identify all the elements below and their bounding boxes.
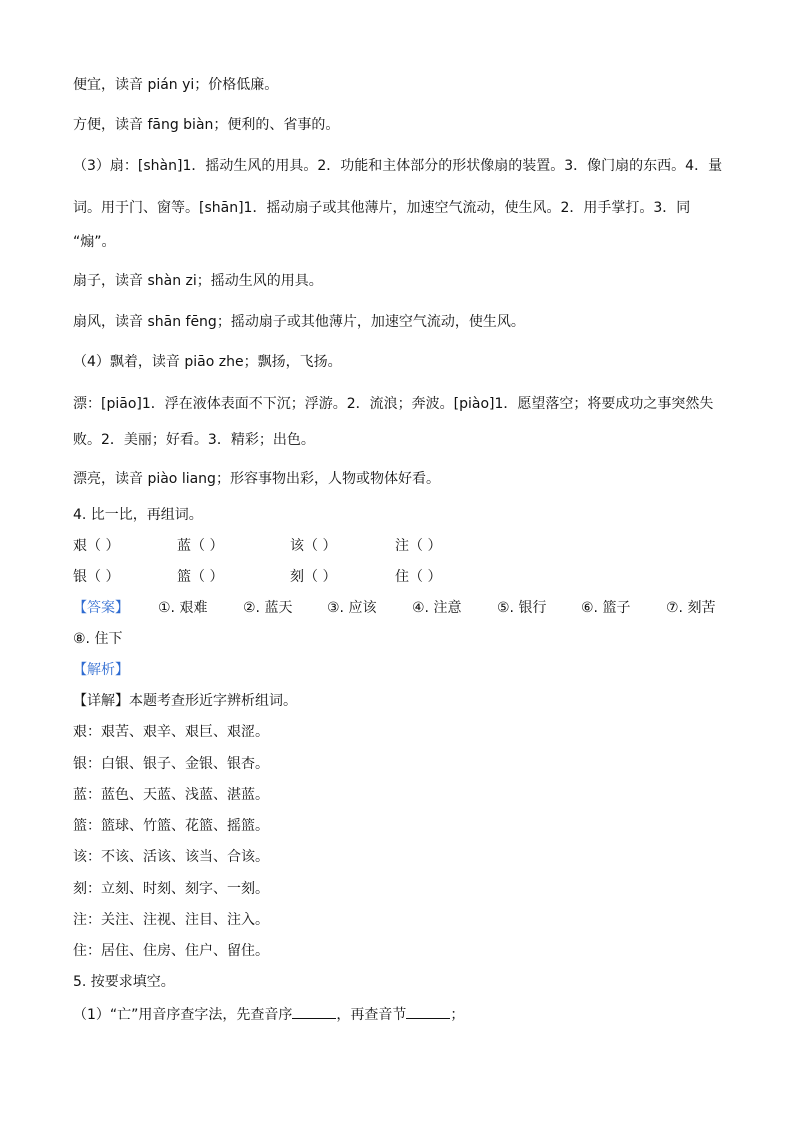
question-title: 4. 比一比，再组词。: [73, 507, 203, 523]
fill-line: [73, 1004, 464, 1024]
text-line: 扇子，读音 shàn zi；摇动生风的用具。: [73, 273, 323, 289]
answer-label: 【答案】: [73, 600, 129, 616]
answer-item: ④. 注意: [412, 600, 462, 616]
analysis-line: 银：白银、银子、金银、银杏。: [73, 756, 269, 772]
text-line: （4）飘着，读音 piāo zhe；飘扬，飞扬。: [73, 354, 342, 370]
answer-item: ⑦. 刻苦: [666, 600, 716, 616]
text-line: 便宜，读音 pián yi；价格低廉。: [73, 77, 279, 93]
fill-text: ，再查音节: [336, 1007, 407, 1023]
text-line: “煽”。: [73, 234, 116, 250]
answer-item: ③. 应该: [327, 600, 377, 616]
analysis-line: 蓝：蓝色、天蓝、浅蓝、湛蓝。: [73, 787, 269, 803]
compare-item: 蓝（ ）: [177, 538, 224, 554]
analysis-line: 注：关注、注视、注目、注入。: [73, 912, 269, 928]
text-line: 词。用于门、窗等。[shān]1．摇动扇子或其他薄片，加速空气流动，使生风。2．用手掌打。3．同: [73, 200, 691, 216]
fill-text: ；: [450, 1007, 465, 1023]
fill-text: （1）“亡”用音序查字法，先查音序: [73, 1007, 293, 1023]
analysis-line: 篮：篮球、竹篮、花篮、摇篮。: [73, 818, 269, 834]
compare-item: 篮（ ）: [177, 569, 224, 585]
answer-item: ①. 艰难: [158, 600, 208, 616]
analysis-line: 刻：立刻、时刻、刻字、一刻。: [73, 881, 269, 897]
detail-label: 【详解】: [73, 693, 129, 709]
detail-line: [73, 692, 297, 710]
compare-item: 艰（ ）: [73, 538, 120, 554]
answer-blank[interactable]: [406, 1004, 450, 1019]
analysis-line: 该：不该、活该、该当、合该。: [73, 849, 269, 865]
answer-item: ②. 蓝天: [243, 600, 293, 616]
text-line: 方便，读音 fāng biàn；便利的、省事的。: [73, 117, 340, 133]
answer-blank[interactable]: [292, 1004, 336, 1019]
analysis-line: 住：居住、住房、住户、留住。: [73, 943, 269, 959]
compare-item: 刻（ ）: [290, 569, 337, 585]
text-line: 漂：[piāo]1．浮在液体表面不下沉；浮游。2．流浪；奔波。[piào]1．愿望落空；将要成功之事突然失: [73, 396, 714, 412]
answer-item: ⑤. 银行: [497, 600, 547, 616]
text-line: 漂亮，读音 piào liang；形容事物出彩，人物或物体好看。: [73, 471, 440, 487]
compare-item: 注（ ）: [395, 538, 442, 554]
answer-item: ⑧. 住下: [73, 631, 123, 647]
text-line: （3）扇：[shàn]1．摇动生风的用具。2．功能和主体部分的形状像扇的装置。3．像门扇的东西。4．量: [73, 158, 723, 174]
compare-item: 银（ ）: [73, 569, 120, 585]
answer-item: ⑥. 篮子: [581, 600, 631, 616]
question-title: 5. 按要求填空。: [73, 974, 175, 990]
analysis-line: 艰：艰苦、艰辛、艰巨、艰涩。: [73, 724, 269, 740]
text-line: 扇风，读音 shān fēng；摇动扇子或其他薄片，加速空气流动，使生风。: [73, 314, 525, 330]
compare-item: 该（ ）: [290, 538, 337, 554]
text-line: 败。2．美丽；好看。3．精彩；出色。: [73, 432, 315, 448]
compare-item: 住（ ）: [395, 569, 442, 585]
detail-text: 本题考查形近字辨析组词。: [129, 693, 297, 709]
analysis-label: 【解析】: [73, 662, 129, 678]
